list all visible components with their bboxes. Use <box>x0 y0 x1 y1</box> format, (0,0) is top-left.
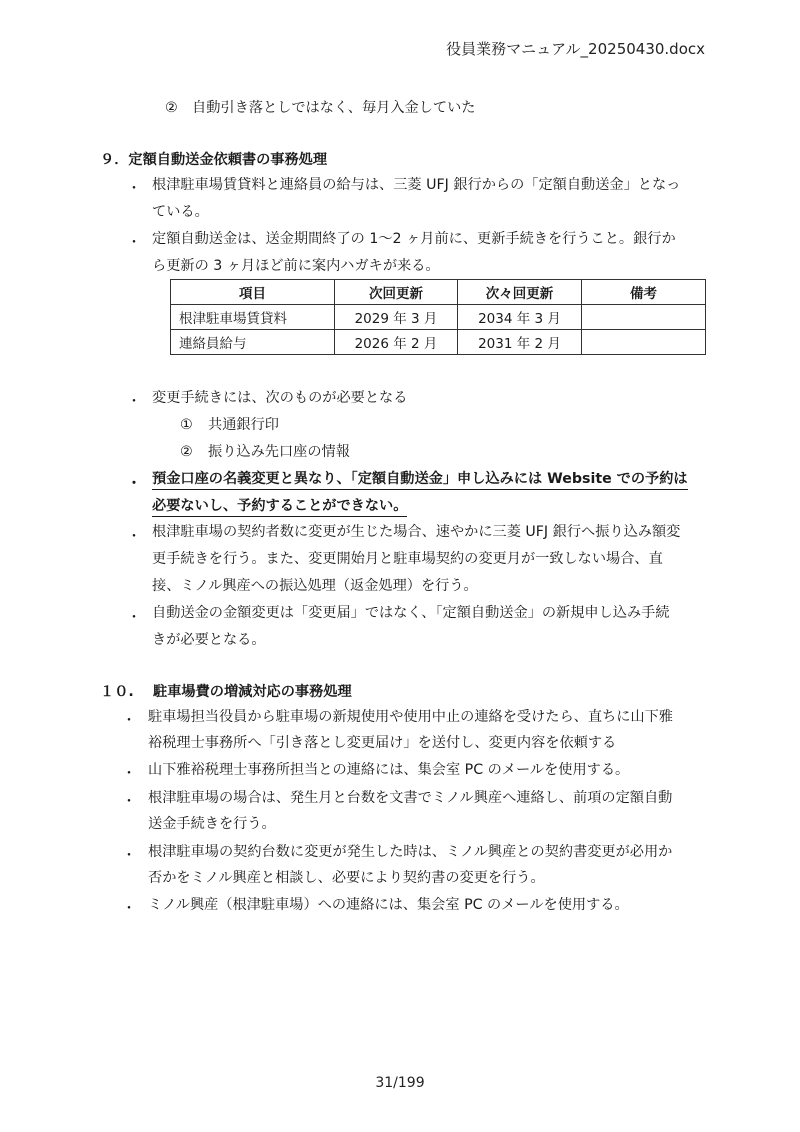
cell-following-renewal: 2031 年 2 月 <box>458 330 582 355</box>
cell-item: 根津駐車場賃貸料 <box>171 305 335 330</box>
s10-bullet3-line2: 送金手続きを行う。 <box>148 816 276 832</box>
table-row <box>171 305 706 330</box>
list-marker: ② <box>165 100 178 116</box>
bullet-glyph: ・ <box>127 610 141 626</box>
s9-bullet1-line1: 根津駐車場賃貸料と連絡員の給与は、三菱 UFJ 銀行からの「定額自動送金」となっ <box>152 177 681 193</box>
cell-remarks <box>582 330 706 355</box>
sub-item-bank-seal: 共通銀行印 <box>208 417 279 433</box>
list-item-text: 自動引き落としではなく、毎月入金していた <box>192 100 476 116</box>
s10-bullet1-line2: 裕税理士事務所へ「引き落とし変更届け」を送付し、変更内容を依頼する <box>148 735 617 751</box>
bullet-glyph: ・ <box>122 794 136 810</box>
header-next-renewal: 次回更新 <box>335 280 458 305</box>
cell-remarks <box>582 305 706 330</box>
section-9-title: ９．定額自動送金依頼書の事務処理 <box>100 152 328 168</box>
s9-bullet5-line1: 根津駐車場の契約者数に変更が生じた場合、速やかに三菱 UFJ 銀行へ振り込み額変 <box>152 524 681 540</box>
s9-bullet4-line2: 必要ないし、予約することができない。 <box>152 496 407 517</box>
bullet-glyph: ・ <box>127 529 141 545</box>
cell-following-renewal: 2034 年 3 月 <box>458 305 582 330</box>
document-filename: 役員業務マニュアル_20250430.docx <box>446 40 705 58</box>
table-row <box>171 330 706 355</box>
s9-bullet6-line1: 自動送金の金額変更は「変更届」ではなく、「定額自動送金」の新規申し込み手続 <box>152 605 670 621</box>
s9-bullet2-line2: ら更新の 3 ヶ月ほど前に案内ハガキが来る。 <box>152 258 440 274</box>
s10-bullet5: ミノル興産（根津駐車場）への連絡には、集会室 PC のメールを使用する。 <box>148 897 629 913</box>
s9-bullet2-line1: 定額自動送金は、送金期間終了の 1～2 ヶ月前に、更新手続きを行うこと。銀行か <box>152 231 676 247</box>
s10-bullet1-line1: 駐車場担当役員から駐車場の新規使用や使用中止の連絡を受けたら、直ちに山下雅 <box>148 709 673 725</box>
cell-item: 連絡員給与 <box>171 330 335 355</box>
bullet-glyph: ・ <box>122 848 136 864</box>
bullet-glyph: ・ <box>122 901 136 917</box>
sub-marker-1: ① <box>180 417 193 433</box>
cell-next-renewal: 2029 年 3 月 <box>335 305 458 330</box>
page-number: 31/199 <box>375 1075 425 1091</box>
cell-next-renewal: 2026 年 2 月 <box>335 330 458 355</box>
header-item: 項目 <box>171 280 335 305</box>
sub-marker-2: ② <box>180 444 193 460</box>
bullet-glyph: ・ <box>122 713 136 729</box>
s9-bullet5-line2: 更手続きを行う。また、変更開始月と駐車場契約の変更月が一致しない場合、直 <box>152 551 663 567</box>
section-10-number: １０. <box>100 684 134 700</box>
bullet-glyph: ・ <box>122 766 136 782</box>
s9-bullet3: 変更手続きには、次のものが必要となる <box>152 390 408 406</box>
header-remarks: 備考 <box>582 280 706 305</box>
s10-bullet4-line1: 根津駐車場の契約台数に変更が発生した時は、ミノル興産との契約書変更が必用か <box>148 844 673 860</box>
bullet-glyph: ・ <box>127 181 141 197</box>
s10-bullet2: 山下雅裕税理士事務所担当との連絡には、集会室 PC のメールを使用する。 <box>148 762 630 778</box>
header-following-renewal: 次々回更新 <box>458 280 582 305</box>
s9-bullet4-line1: 預金口座の名義変更と異なり、「定額自動送金」申し込みには Website での予約は <box>152 469 688 490</box>
s9-bullet6-line2: きが必要となる。 <box>152 632 266 648</box>
renewal-schedule-table <box>170 279 706 355</box>
bullet-glyph: ・ <box>127 394 141 410</box>
s9-bullet5-line3: 接、ミノル興産への振込処理（返金処理）を行う。 <box>152 578 478 594</box>
table-header-row <box>171 280 706 305</box>
bullet-glyph: ・ <box>127 235 141 251</box>
bullet-glyph: ・ <box>127 476 141 492</box>
s9-bullet1-line2: ている。 <box>152 204 209 220</box>
s10-bullet3-line1: 根津駐車場の場合は、発生月と台数を文書でミノル興産へ連絡し、前項の定額自動 <box>148 790 673 806</box>
s10-bullet4-line2: 否かをミノル興産と相談し、必要により契約書の変更を行う。 <box>148 870 545 886</box>
section-10-title: 駐車場費の増減対応の事務処理 <box>153 684 352 700</box>
sub-item-account-info: 振り込み先口座の情報 <box>208 444 350 460</box>
